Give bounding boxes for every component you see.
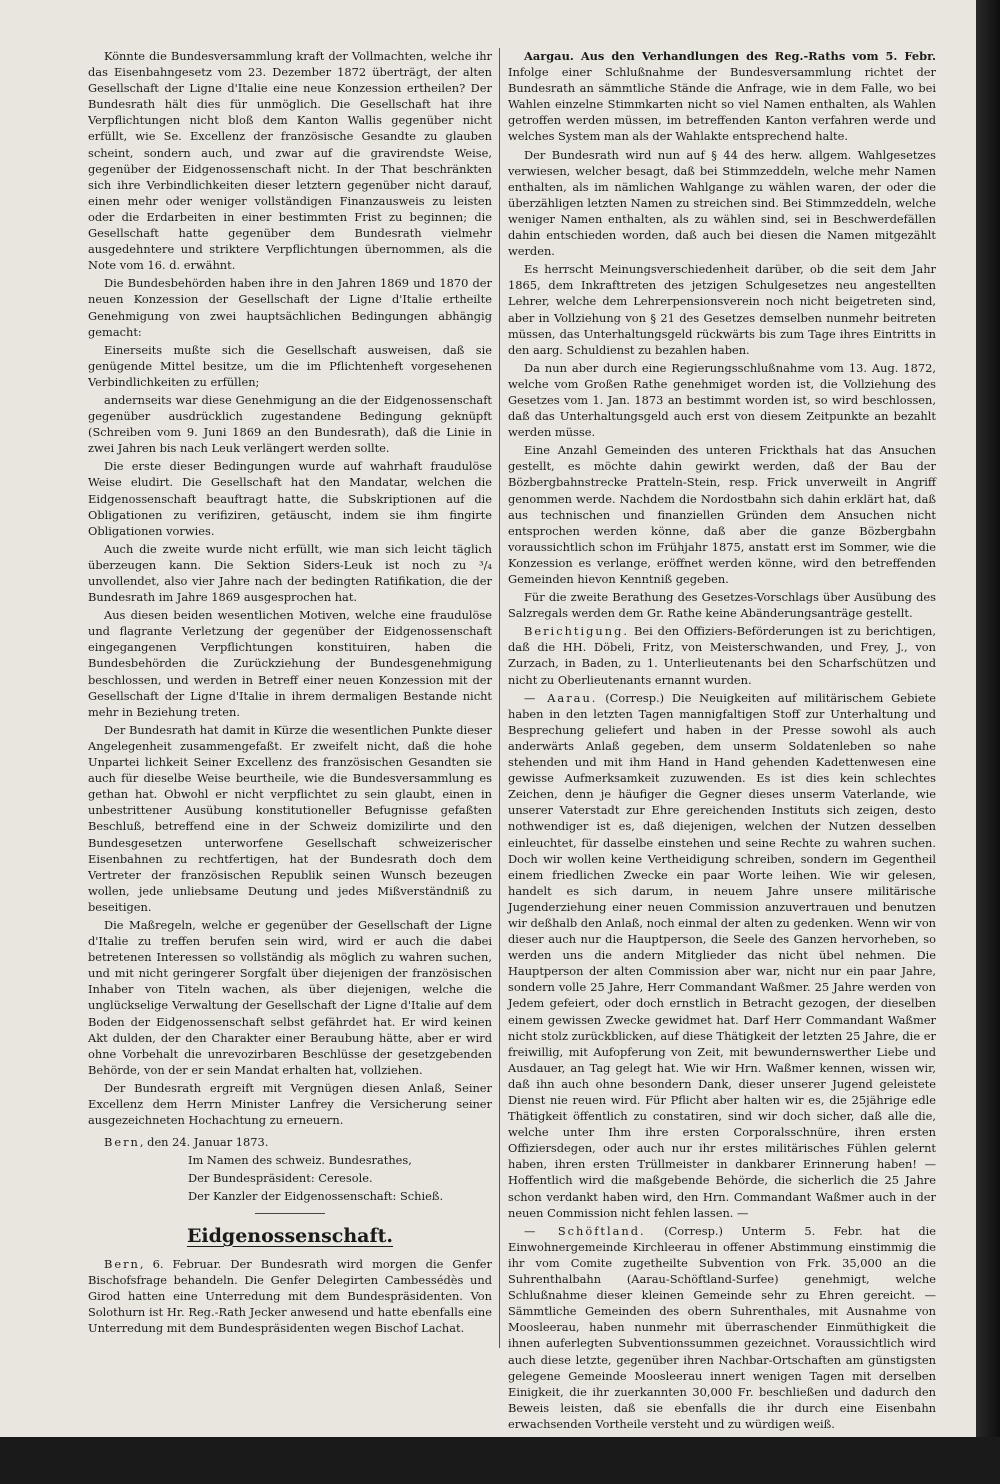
paragraph: Eine Anzahl Gemeinden des unteren Frickthals hat das Ansuchen gestellt, es möchte dahin gewirkt werden, daß der Bau der Bözbergbahnstrecke Pratteln-Stein, resp. Frick unverweilt in Angriff genommen werde. Nachdem die Nordostbahn sich dahin erklärt hat, daß aus technischen und finanziellen Gründen dem Ansuchen nicht entsprochen werden könne, daß aber die ganze Bözbergbahn voraussichtlich schon im Frühjahr 1875, anstatt erst im Sommer, wie die Konzession es verlange, eröffnet werden könne, wird den betreffenden Gemeinden hievon Kenntniß gegeben. — [508, 443, 936, 586]
news-item-text: (Corresp.) Unterm 5. Febr. hat die Einwohnergemeinde Kirchleerau in offener Abstimmung einstimmig die ihr vom Comite zugetheilte Subvention von Frk. 35,000 an die Suhrenthalbahn (Aarau-Schöftland-Surfee) genehmigt, welche Schlußnahme dieser kleinen Gemeinde sehr zu Ehren gereicht. — Sämmtliche Gemeinden des obern Suhrenthales, mit Ausnahme von Moosleerau, haben nunmehr mit überraschender Einmüthigkeit die ihnen auferlegten Subventionssummen gezeichnet. Voraussichtlich wird auch diese letzte, gegenüber ihren Nachbar-Ortschaften am günstigsten gelegene Gemeinde Moosleerau innert wenigen Tagen mit derselben Einigkeit, die ihr zuerkannten 30,000 Fr. beschließen und dadurch den Beweis leisten, daß sie ebenfalls die ihr durch eine Eisenbahn erwachsenden Vortheile versteht und zu würdigen weiß. — [508, 1223, 936, 1431]
signature-line-1: Im Namen des schweiz. Bundesrathes, — [188, 1153, 412, 1168]
news-item-text: , 6. Februar. Der Bundesrath wird morgen die Genfer Bischofsfrage behandeln. Die Genfer Delegirten Cambessédès und Girod hatten eine Unterredung mit dem Bundespräsidenten. Von Solothurn ist Hr. Reg.-Rath Jecker anwesend und hatte ebenfalls eine Unterredung mit dem Bundespräsidenten wegen Bischof Lachat. — [88, 1256, 492, 1336]
paragraph: Auch die zweite wurde nicht erfüllt, wie man sich leicht täglich überzeugen kann. Die Sektion Siders-Leuk ist noch zu ³/₄ unvollendet, also vier Jahre nach der bedingten Ratifikation, die der Bundesrath im Jahre 1869 ausgesprochen hat. — [88, 541, 492, 605]
left-column — [88, 48, 492, 1338]
scan-edge — [976, 0, 1000, 1437]
paragraph: Der Bundesrath ergreift mit Vergnügen diesen Anlaß, Seiner Excellenz dem Herrn Minister Lanfrey die Versicherung seiner ausgezeichneten Hochachtung zu erneuern. — [88, 1080, 492, 1128]
right-column — [508, 48, 936, 1484]
news-item-berichtigung — [508, 623, 936, 687]
paragraph: Aus diesen beiden wesentlichen Motiven, welche eine fraudulöse und flagrante Verletzung der gegenüber der Eidgenossenschaft eingegangenen Verpflichtungen konstituiren, haben die Bundesbehörden die Zurückziehung der Bundesgenehmigung beschlossen, und werden in Betreff einer neuen Konzession mit der Gesellschaft der Ligne d'Italie in ihrem dermaligen Bestande nicht mehr in Beziehung treten. — [88, 608, 492, 719]
news-item-text: Bei den Offiziers-Beförderungen ist zu berichtigen, daß die HH. Döbeli, Fritz, von Meisterschwanden, und Frey, J., von Zurzach, in Baden, zu 1. Unterlieutenants bei den Scharfschützen und nicht zu Oberlieutenants ernannt wurden. — [508, 624, 936, 687]
news-item-uerkheim — [508, 1434, 936, 1482]
paragraph: Der Bundesrath hat damit in Kürze die wesentlichen Punkte dieser Angelegenheit zusammengefaßt. Er zweifelt nicht, daß die hohe Unpartei lichkeit Seiner Excellenz des französischen Gesandten sie auch für dieselbe Weise beurtheile, wie die Bundesversammlung es gethan hat. Obwohl er nicht verpflichtet zu sein glaubt, einen in unbestrittener Ausübung konstitutioneller Befugnisse gefaßten Beschluß, betreffend eine in der Schweiz domizilirte und den Bundesgesetzen unterworfene Gesellschaft schweizerischer Eisenbahnen zu rechtfertigen, hat der Bundesrath doch dem Vertreter der französischen Republik seinen Wunsch bezeugen wollen, jede unliebsame Deutung und jedes Mißverständniß zu beseitigen. — [88, 722, 492, 914]
paragraph: Da nun aber durch eine Regierungsschlußnahme vom 13. Aug. 1872, welche vom Großen Rathe genehmiget worden ist, die Vollziehung des Gesetzes vom 1. Jan. 1873 an bestimmt worden ist, so wird beschlossen, daß das Unterhaltungsgeld auch erst von diesem Zeitpunkte an bezahlt werden müsse. — [508, 360, 936, 440]
dateline-place: Bern — [104, 1135, 140, 1150]
news-item-aargau — [508, 48, 936, 145]
paragraph: andernseits war diese Genehmigung an die der Eidgenossenschaft gegenüber ausdrücklich zugestandene Bedingung geknüpft (Schreiben vom 9. Juni 1869 an den Bundesrath), daß die Linie in zwei Jahren bis nach Leuk verlängert werden sollte. — [88, 392, 492, 456]
news-item-text: (Corresp.) Die Neuigkeiten auf militärischem Gebiete haben in den letzten Tagen mannigfaltigen Stoff zur Unterhaltung und Besprechung geliefert und haben in der Presse sowohl als auch anderwärts Anlaß gegeben, dem unserm Soldatenleben so nahe stehenden und mit ihm Hand in Hand gehenden Kadettenwesen eine gewisse Aufmerksamkeit zuzuwenden. Es ist dies kein schlechtes Zeichen, denn je häufiger die Gegner dieses unserm Vaterlande, wie unserer Vaterstadt zur Ehre gereichenden Instituts sich zeigen, desto nothwendiger ist es, daß diejenigen, welchen der Nutzen desselben einleuchtet, für dasselbe einstehen und seine Rechte zu wahren suchen. Doch wir wollen keine Vertheidigung schreiben, sondern im Gegentheil einem friedlichen Zwecke ein paar Worte leihen. Wie wir gelesen, handelt es sich darum, in neuem Jahre unsere militärische Jugenderziehung einer neuen Commission anzuvertrauen und benutzen wir deßhalb den Anlaß, noch einmal der alten zu gedenken. Wenn wir von dieser auch nur die Hauptperson, die Seele des Ganzen hervorheben, so werden uns die andern Mitglieder das nicht übel nehmen. Die Hauptperson der alten Commission aber war, nicht nur ein paar Jahre, sondern volle 25 Jahre, Herr Commandant Waßmer. 25 Jahre werden von Jedem gefeiert, oder doch ernstlich in Betracht gezogen, der dieselben einem gewissen Zwecke gewidmet hat. Darf Herr Commandant Waßmer nicht stolz zurückblicken, auf diese Thätigkeit der letzten 25 Jahre, die er freiwillig, mit Aufopferung von Zeit, mit bewundernswerther Liebe und Ausdauer, an Tag gelegt hat. Wie wir Hrn. Waßmer kennen, wissen wir, daß ihn auch ohne besondern Dank, dieser unserer Jugend geleistete Dienst nie reuen wird. Für Pflicht aber halten wir es, die 25jährige edle Thätigkeit öffentlich zu constatiren, sind wir doch sicher, daß alle die, welche unter Ihm ihre ersten Corporalsschnüre, ihren ersten Offiziersdegen, oder auch nur ihr erstes militärisches Fühlen gelernt haben, ihren ersten Trüllmeister in dankbarer Erinnerung haben! — Hoffentlich wird die maßgebende Behörde, die sicherlich die 25 Jahre schon verdankt haben wird, den Hrn. Commandant Waßmer auch in der neuen Commission nicht fehlen lassen. — — [508, 690, 937, 1220]
news-item-heading: Aargau. Aus den Verhandlungen des Reg.-Raths vom 5. Febr. — [524, 49, 936, 63]
divider — [255, 1213, 325, 1214]
paragraph: Die erste dieser Bedingungen wurde auf wahrhaft fraudulöse Weise eludirt. Die Gesellschaft hat den Mandatar, welchen die Eidgenossenschaft beauftragt hatte, die Subskriptionen auf die Obligationen zu verifiziren, getäuscht, indem sie ihm fingirte Obligationen vorwies. — [88, 459, 492, 538]
paragraph: Für die zweite Berathung des Gesetzes-Vorschlags über Ausübung des Salzregals werden dem Gr. Rathe keine Abänderungsanträge gestellt. — [508, 590, 936, 621]
news-item-text: Infolge einer Schlußnahme der Bundesversammlung richtet der Bundesrath an sämmtliche Stände die Anfrage, wie in dem Falle, wo bei Wahlen einzelne Stimmkarten nicht so viel Namen enthalten, als Wahlen getroffen werden müssen, im betreffenden Kanton verfahren werde und welches System man als der Wahlakte entsprechend halte. — [508, 65, 936, 144]
dateline-date: , den 24. Januar 1873. — [139, 1135, 269, 1150]
news-item-place: Bern — [104, 1256, 140, 1271]
news-item-bern — [88, 1256, 492, 1336]
paragraph: Der Bundesrath wird nun auf § 44 des herw. allgem. Wahlgesetzes verwiesen, welcher besagt, daß bei Stimmzeddeln, welche mehr Namen enthalten, als im nämlichen Wahlgange zu wählen waren, der oder die überzähligen letzten Namen zu streichen sind. Bei Stimmzeddeln, welche weniger Namen enthalten, als zu wählen sind, sei in Beschwerdefällen dahin entschieden worden, daß auch bei diesen die Namen mitgezählt werden. — [508, 147, 936, 259]
news-item-aarau — [508, 690, 936, 1221]
news-item-text: Nach dem "Zof. Tagbl." wollen die Herren Bally, Besitzer der Schuhfabriken in Schönenwerd, auch in Uerkheim eine solche Fabrike errichten. — [508, 1434, 936, 1482]
paragraph: Die Bundesbehörden haben ihre in den Jahren 1869 und 1870 der neuen Konzession der Gesellschaft der Ligne d'Italie ertheilte Genehmigung von zwei hauptsächlichen Bedingungen abhängig gemacht: — [88, 276, 492, 339]
news-item-schoeftland — [508, 1223, 936, 1432]
news-item-heading: — Uerkheim. — [524, 1434, 626, 1449]
signature-line-2: Der Bundespräsident: Ceresole. — [188, 1171, 373, 1186]
paragraph: Es herrscht Meinungsverschiedenheit darüber, ob die seit dem Jahr 1865, dem Inkrafttreten des jetzigen Schulgesetzes neu angestellten Lehrer, welche dem Lehrerpensionsverein noch nicht beigetreten sind, aber in Vollziehung von § 21 des Gesetzes demselben nunmehr beitreten müssen, das Unterhaltungsgeld rückwärts bis zum Tage ihres Eintritts in den aarg. Schuldienst zu bezahlen haben. — [508, 262, 936, 357]
paragraph: Die Maßregeln, welche er gegenüber der Gesellschaft der Ligne d'Italie zu treffen berufen sein wird, wird er auch die dabei betretenen Interessen so vollständig als möglich zu wahren suchen, und mit nicht geringerer Sorgfalt über diejenigen der französischen Inhaber von Titeln wachen, als über diejenigen, welche die unglückselige Verwaltung der Gesellschaft der Ligne d'Italie auf dem Boden der Eidgenossenschaft selbst gefährdet hat. Er wird keinen Akt dulden, der den Charakter einer Beraubung hätte, aber er wird ohne Vorbehalt die unrevozirbaren Beschlüsse der gesetzgebenden Behörde, von der er sein Mandat erhalten hat, vollziehen. — [88, 917, 492, 1077]
news-item-heading: — Schöftland. — [524, 1223, 646, 1238]
dateline — [88, 1134, 492, 1150]
column-divider — [499, 48, 500, 1348]
paragraph: Könnte die Bundesversammlung kraft der Vollmachten, welche ihr das Eisenbahngesetz vom 23. Dezember 1872 überträgt, der alten Gesellschaft der Ligne d'Italie eine neue Konzession ertheilen? Der Bundesrath hält dies für unmöglich. Die Gesellschaft hat ihre Verpflichtungen nicht bloß dem Kanton Wallis gegenüber nicht erfüllt, wie Se. Excellenz der französische Gesandte zu glauben scheint, sondern auch, und zwar auf die gravirendste Weise, gegenüber der Eidgenossenschaft nicht. In der That beschränkten sich ihre Verbindlichkeiten dieser letztern gegenüber nicht darauf, einen mehr oder weniger vollständigen Finanzausweis zu leisten oder die Erdarbeiten in einer bestimmten Frist zu beginnen; die Gesellschaft hatte gegenüber dem Bundesrath vielmehr ausgedehntere und striktere Verpflichtungen übernommen, als die Note vom 16. d. erwähnt. — [88, 49, 492, 273]
signature-line-3: Der Kanzler der Eidgenossenschaft: Schieß. — [188, 1189, 444, 1204]
news-item-heading: — Aarau. — [524, 690, 598, 705]
paragraph: Einerseits mußte sich die Gesellschaft ausweisen, daß sie genügende Mittel besitze, um die im Pflichtenheft vorgesehenen Verbindlichkeiten zu erfüllen; — [88, 342, 492, 389]
news-item-heading: Berichtigung. — [524, 624, 630, 639]
section-title: Eidgenossenschaft. — [186, 1224, 394, 1247]
